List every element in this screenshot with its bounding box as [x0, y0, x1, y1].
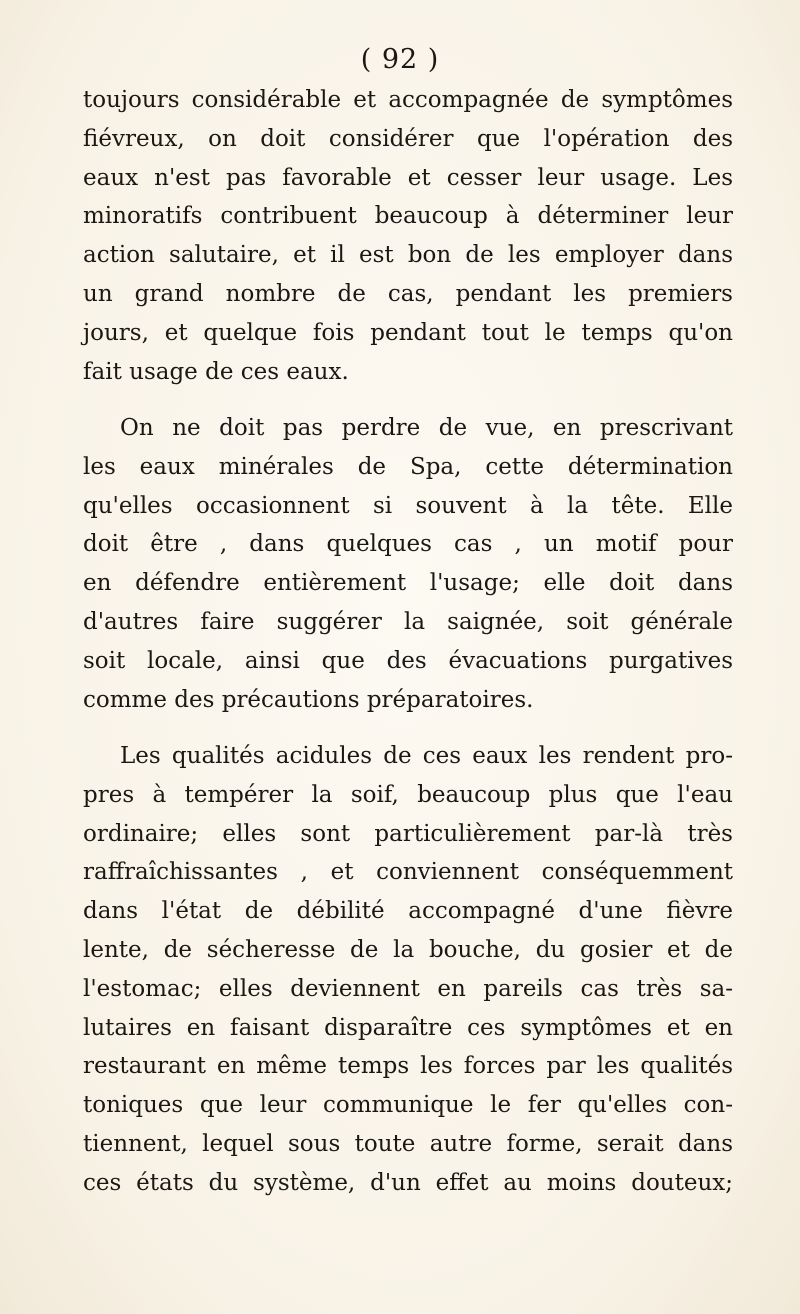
text-line: les eaux minérales de Spa, cette détermination [83, 453, 733, 480]
text-line: ces états du système, d'un effet au moins douteux; [83, 1169, 733, 1196]
text-line: en défendre entièrement l'usage; elle doit dans [83, 570, 733, 597]
text-line: fait usage de ces eaux. [83, 358, 349, 385]
text-line: l'estomac; elles deviennent en pareils cas très sa- [83, 975, 733, 1002]
text-line: restaurant en même temps les forces par les qualités [83, 1053, 733, 1080]
text-line: un grand nombre de cas, pendant les premiers [83, 280, 733, 307]
text-line: minoratifs contribuent beaucoup à déterminer leur [83, 203, 733, 230]
text-line: qu'elles occasionnent si souvent à la tête. Elle [83, 492, 733, 519]
text-line: jours, et quelque fois pendant tout le temps qu'on [83, 319, 733, 346]
text-line: toniques que leur communique le fer qu'elles con- [83, 1092, 733, 1119]
text-line: toujours considérable et accompagnée de symptômes [83, 87, 733, 113]
text-line: comme des précautions préparatoires. [83, 686, 534, 713]
text-line: eaux n'est pas favorable et cesser leur usage. Les [83, 164, 733, 191]
text-line: action salutaire, et il est bon de les employer dans [83, 242, 733, 269]
text-line: fiévreux, on doit considérer que l'opération des [83, 125, 733, 152]
text-line: soit locale, ainsi que des évacuations purgatives [83, 647, 733, 674]
text-line: dans l'état de débilité accompagné d'une fièvre [83, 898, 733, 925]
text-line: lutaires en faisant disparaître ces symptômes et en [83, 1014, 733, 1041]
text-line: pres à tempérer la soif, beaucoup plus que l'eau [83, 781, 733, 808]
text-line: raffraîchissantes , et conviennent conséquemment [83, 859, 733, 886]
text-line: lente, de sécheresse de la bouche, du gosier et de [83, 936, 733, 963]
text-line: Les qualités acidules de ces eaux les rendent pro- [120, 743, 733, 769]
paragraph-3 [83, 737, 733, 1203]
text-line: On ne doit pas perdre de vue, en prescrivant [120, 415, 733, 441]
text-line: tiennent, lequel sous toute autre forme, serait dans [83, 1130, 733, 1157]
page-number: ( 92 ) [360, 44, 440, 75]
text-line: ordinaire; elles sont particulièrement par-là très [83, 820, 733, 847]
text-line: d'autres faire suggérer la saignée, soit générale [83, 608, 733, 635]
text-line: doit être , dans quelques cas , un motif pour [83, 531, 733, 558]
paragraph-2 [83, 409, 733, 719]
paragraph-1 [83, 81, 733, 391]
